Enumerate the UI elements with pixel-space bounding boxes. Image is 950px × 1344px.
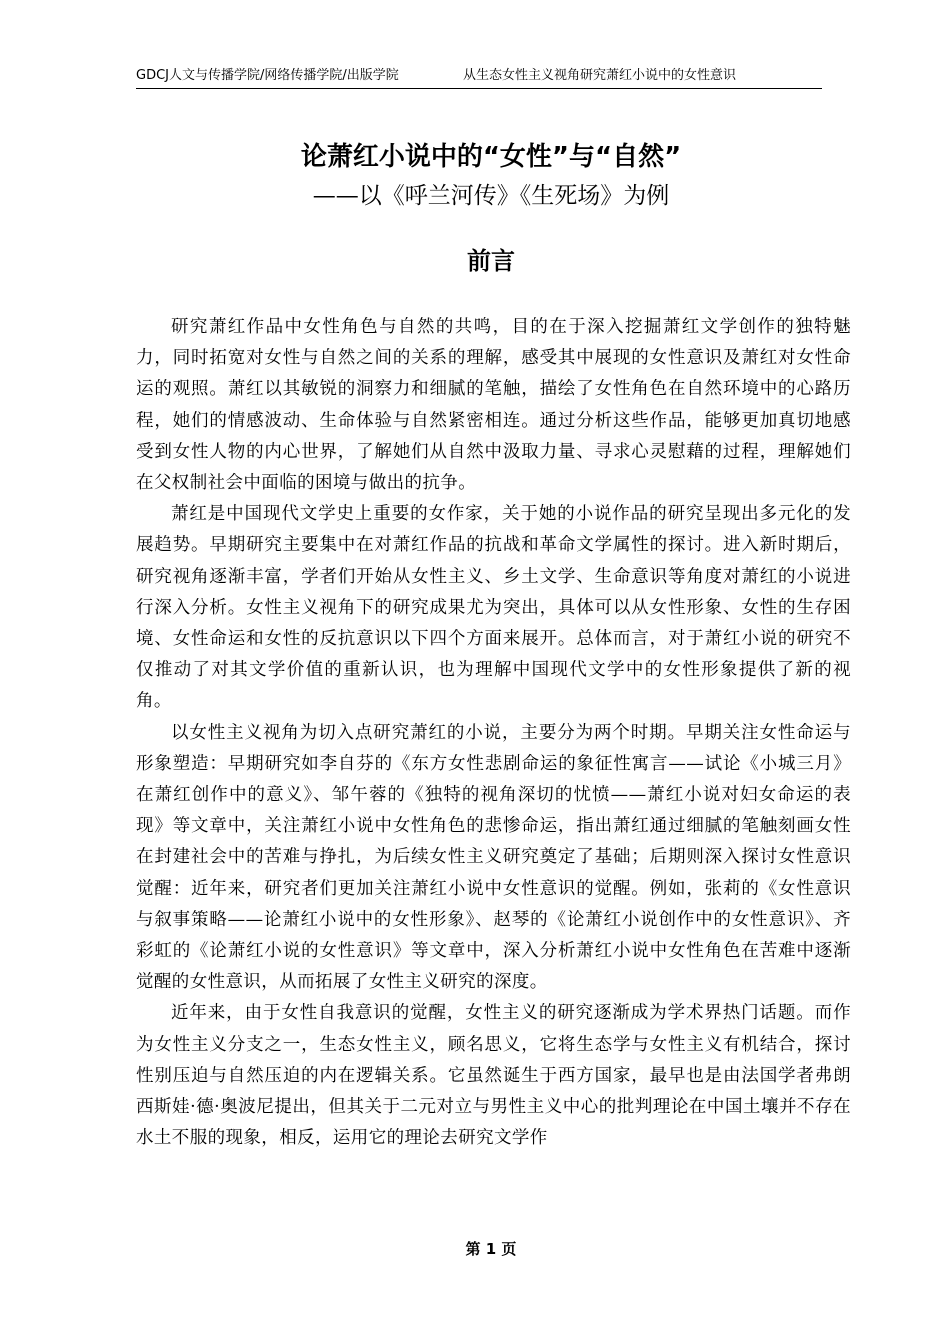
paper-title: 论萧红小说中的“女性”与“自然” (300, 142, 682, 172)
paragraph-4: 近年来，由于女性自我意识的觉醒，女性主义的研究逐渐成为学术界热门话题。而作为女性主义分支之一，生态女性主义，顾名思义，它将生态学与女性主义有机结合，探讨性别压迫与自然压迫的内在逻辑关系。它虽然诞生于西方国家，最早也是由法国学者弗朗西斯娃·德·奥波尼提出，但其关于二元对立与男性主义中心的批判理论在中国土壤并不存在水土不服的现象，相反，运用它的理论去研究文学作 (136, 1003, 851, 1149)
paper-subtitle: ——以《呼兰河传》《生死场》为例 (312, 183, 670, 209)
paragraph-3: 以女性主义视角为切入点研究萧红的小说，主要分为两个时期。早期关注女性命运与形象塑造：早期研究如李自芬的《东方女性悲剧命运的象征性寓言——试论《小城三月》在萧红创作中的意义》、邹午蓉的《独特的视角深切的忧愤——萧红小说对妇女命运的表现》等文章中，关注萧红小说中女性角色的悲惨命运，指出萧红通过细腻的笔触刻画女性在封建社会中的苦难与挣扎，为后续女性主义研究奠定了基础；后期则深入探讨女性意识觉醒：近年来，研究者们更加关注萧红小说中女性意识的觉醒。例如，张莉的《女性意识与叙事策略——论萧红小说中的女性形象》、赵琴的《论萧红小说创作中的女性意识》、齐彩虹的《论萧红小说的女性意识》等文章中，深入分析萧红小说中女性角色在苦难中逐渐觉醒的女性意识，从而拓展了女性主义研究的深度。 (136, 722, 851, 993)
paragraph-2: 萧红是中国现代文学史上重要的女作家，关于她的小说作品的研究呈现出多元化的发展趋势。早期研究主要集中在对萧红作品的抗战和革命文学属性的探讨。进入新时期后，研究视角逐渐丰富，学者们开始从女性主义、乡土文学、生命意识等角度对萧红的小说进行深入分析。女性主义视角下的研究成果尤为突出，具体可以从女性形象、女性的生存困境、女性命运和女性的反抗意识以下四个方面来展开。总体而言，对于萧红小说的研究不仅推动了对其文学价值的重新认识，也为理解中国现代文学中的女性形象提供了新的视角。 (136, 504, 851, 712)
header-institution: GDCJ人文与传播学院/网络传播学院/出版学院 (136, 68, 399, 83)
page-number: 第 1 页 (465, 1240, 517, 1258)
header-paper-title: 从生态女性主义视角研究萧红小说中的女性意识 (463, 68, 737, 83)
body-text (136, 312, 851, 1154)
running-header (136, 66, 822, 89)
section-heading-preface: 前言 (467, 247, 515, 275)
paragraph-1: 研究萧红作品中女性角色与自然的共鸣，目的在于深入挖掘萧红文学创作的独特魅力，同时拓宽对女性与自然之间的关系的理解，感受其中展现的女性意识及萧红对女性命运的观照。萧红以其敏锐的洞察力和细腻的笔触，描绘了女性角色在自然环境中的心路历程，她们的情感波动、生命体验与自然紧密相连。通过分析这些作品，能够更加真切地感受到女性人物的内心世界，了解她们从自然中汲取力量、寻求心灵慰藉的过程，理解她们在父权制社会中面临的困境与做出的抗争。 (136, 317, 851, 494)
